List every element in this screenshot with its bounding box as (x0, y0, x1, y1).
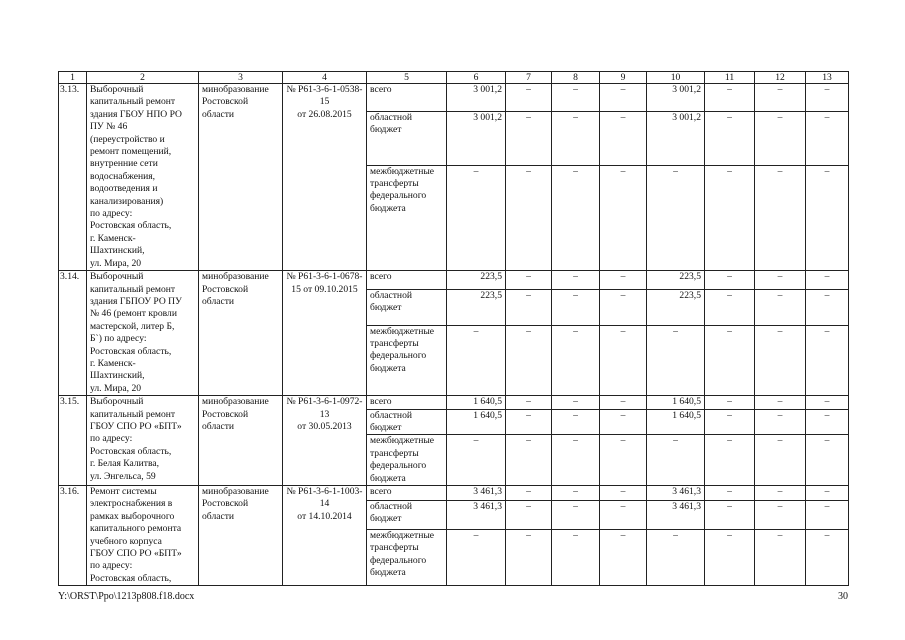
dash-cell: – (806, 500, 849, 529)
col-header: 4 (283, 72, 367, 84)
dash-cell: – (705, 435, 755, 486)
dash-cell: – (705, 271, 755, 290)
dash-cell: – (806, 486, 849, 501)
amount-col-6: 3 001,2 (447, 84, 506, 112)
dash-cell: – (755, 396, 806, 409)
dash-cell: – (705, 529, 755, 586)
dash-cell: – (506, 165, 552, 270)
col-header: 5 (367, 72, 447, 84)
dash-cell: – (600, 271, 647, 290)
file-path-footer: Y:\ORST\Ppo\1213p808.f18.docx (58, 591, 195, 602)
customer-name: минобразование Ростовской области (199, 84, 283, 271)
object-name: Выборочный капитальный ремонт здания ГБОУ НПО РО ПУ № 46 (переустройство и ремонт помещений, внутренние сети водоснабжения, водоотведения и канализирования) по адресу: Ростовская область, г. Каменск- Шахтинский, ул. Мира, 20 (87, 84, 199, 271)
amount-col-6: – (447, 435, 506, 486)
dash-cell: – (755, 409, 806, 435)
amount-col-6: – (447, 165, 506, 270)
expertise-document: № Р61-3-6-1-0538- 15 от 26.08.2015 (283, 84, 367, 271)
dash-cell: – (552, 165, 600, 270)
dash-cell: – (506, 486, 552, 501)
dash-cell: – (755, 84, 806, 112)
dash-cell: – (755, 111, 806, 165)
dash-cell: – (806, 396, 849, 409)
amount-col-6: 1 640,5 (447, 409, 506, 435)
amount-col-6: 3 461,3 (447, 486, 506, 501)
budget-table (58, 71, 849, 586)
dash-cell: – (552, 289, 600, 325)
dash-cell: – (552, 486, 600, 501)
dash-cell: – (705, 325, 755, 395)
customer-name: минобразование Ростовской области (199, 396, 283, 486)
dash-cell: – (705, 84, 755, 112)
funding-source: межбюджетные трансферты федерального бюджета (367, 325, 447, 395)
table-row (59, 486, 849, 501)
object-name: Ремонт системы электроснабжения в рамках выборочного капитального ремонта учебного корпуса ГБОУ СПО РО «БПТ» по адресу: Ростовская область, (87, 486, 199, 586)
dash-cell: – (705, 396, 755, 409)
amount-col-10: 1 640,5 (647, 409, 705, 435)
dash-cell: – (806, 111, 849, 165)
amount-col-10: 3 461,3 (647, 500, 705, 529)
funding-source: межбюджетные трансферты федерального бюджета (367, 435, 447, 486)
customer-name: минобразование Ростовской области (199, 486, 283, 586)
item-number: 3.13. (59, 84, 87, 271)
funding-source: областной бюджет (367, 111, 447, 165)
dash-cell: – (506, 289, 552, 325)
dash-cell: – (806, 271, 849, 290)
dash-cell: – (806, 165, 849, 270)
dash-cell: – (806, 289, 849, 325)
amount-col-6: 1 640,5 (447, 396, 506, 409)
dash-cell: – (705, 111, 755, 165)
funding-source: областной бюджет (367, 409, 447, 435)
amount-col-6: 3 001,2 (447, 111, 506, 165)
dash-cell: – (705, 486, 755, 501)
col-header: 11 (705, 72, 755, 84)
funding-source: всего (367, 271, 447, 290)
col-header: 7 (506, 72, 552, 84)
dash-cell: – (755, 289, 806, 325)
dash-cell: – (600, 486, 647, 501)
expertise-document: № Р61-3-6-1-0678- 15 от 09.10.2015 (283, 271, 367, 396)
col-header: 13 (806, 72, 849, 84)
page-number: 30 (838, 591, 848, 602)
expertise-document: № Р61-3-6-1-1003- 14 от 14.10.2014 (283, 486, 367, 586)
dash-cell: – (600, 500, 647, 529)
amount-col-10: 3 001,2 (647, 111, 705, 165)
funding-source: всего (367, 486, 447, 501)
dash-cell: – (705, 500, 755, 529)
dash-cell: – (506, 500, 552, 529)
funding-source: областной бюджет (367, 500, 447, 529)
amount-col-10: – (647, 435, 705, 486)
dash-cell: – (755, 271, 806, 290)
item-number: 3.16. (59, 486, 87, 586)
dash-cell: – (600, 409, 647, 435)
dash-cell: – (506, 396, 552, 409)
col-header: 9 (600, 72, 647, 84)
amount-col-10: – (647, 165, 705, 270)
funding-source: межбюджетные трансферты федерального бюджета (367, 165, 447, 270)
dash-cell: – (755, 165, 806, 270)
amount-col-10: 223,5 (647, 289, 705, 325)
dash-cell: – (506, 435, 552, 486)
dash-cell: – (506, 111, 552, 165)
dash-cell: – (755, 529, 806, 586)
funding-source: областной бюджет (367, 289, 447, 325)
dash-cell: – (600, 289, 647, 325)
col-header: 10 (647, 72, 705, 84)
dash-cell: – (600, 396, 647, 409)
dash-cell: – (600, 529, 647, 586)
col-header: 2 (87, 72, 199, 84)
dash-cell: – (755, 500, 806, 529)
dash-cell: – (806, 409, 849, 435)
dash-cell: – (506, 325, 552, 395)
dash-cell: – (806, 325, 849, 395)
dash-cell: – (552, 271, 600, 290)
dash-cell: – (755, 486, 806, 501)
dash-cell: – (552, 396, 600, 409)
amount-col-10: – (647, 325, 705, 395)
amount-col-10: 1 640,5 (647, 396, 705, 409)
item-number: 3.15. (59, 396, 87, 486)
amount-col-6: 3 461,3 (447, 500, 506, 529)
dash-cell: – (600, 111, 647, 165)
col-header: 12 (755, 72, 806, 84)
customer-name: минобразование Ростовской области (199, 271, 283, 396)
amount-col-6: 223,5 (447, 271, 506, 290)
dash-cell: – (600, 165, 647, 270)
amount-col-10: 3 461,3 (647, 486, 705, 501)
object-name: Выборочный капитальный ремонт здания ГБПОУ РО ПУ № 46 (ремонт кровли мастерской, литер Б, Б`) по адресу: Ростовская область, г. Каменск- Шахтинский, ул. Мира, 20 (87, 271, 199, 396)
table-row (59, 396, 849, 409)
amount-col-10: 223,5 (647, 271, 705, 290)
item-number: 3.14. (59, 271, 87, 396)
amount-col-10: – (647, 529, 705, 586)
table-row (59, 84, 849, 112)
col-header: 1 (59, 72, 87, 84)
dash-cell: – (600, 435, 647, 486)
dash-cell: – (600, 325, 647, 395)
dash-cell: – (506, 529, 552, 586)
dash-cell: – (506, 84, 552, 112)
table-body (59, 84, 849, 586)
table-row (59, 271, 849, 290)
amount-col-6: – (447, 529, 506, 586)
dash-cell: – (552, 111, 600, 165)
dash-cell: – (806, 435, 849, 486)
dash-cell: – (552, 529, 600, 586)
dash-cell: – (552, 500, 600, 529)
col-header: 8 (552, 72, 600, 84)
column-number-row (59, 72, 849, 84)
dash-cell: – (755, 325, 806, 395)
funding-source: межбюджетные трансферты федерального бюджета (367, 529, 447, 586)
dash-cell: – (506, 409, 552, 435)
funding-source: всего (367, 84, 447, 112)
dash-cell: – (600, 84, 647, 112)
amount-col-6: 223,5 (447, 289, 506, 325)
col-header: 3 (199, 72, 283, 84)
dash-cell: – (806, 84, 849, 112)
dash-cell: – (552, 435, 600, 486)
dash-cell: – (705, 165, 755, 270)
dash-cell: – (705, 409, 755, 435)
funding-source: всего (367, 396, 447, 409)
object-name: Выборочный капитальный ремонт ГБОУ СПО РО «БПТ» по адресу: Ростовская область, г. Белая Калитва, ул. Энгельса, 59 (87, 396, 199, 486)
dash-cell: – (552, 409, 600, 435)
dash-cell: – (705, 289, 755, 325)
dash-cell: – (806, 529, 849, 586)
amount-col-6: – (447, 325, 506, 395)
expertise-document: № Р61-3-6-1-0972- 13 от 30.05.2013 (283, 396, 367, 486)
dash-cell: – (552, 84, 600, 112)
dash-cell: – (755, 435, 806, 486)
dash-cell: – (506, 271, 552, 290)
amount-col-10: 3 001,2 (647, 84, 705, 112)
dash-cell: – (552, 325, 600, 395)
col-header: 6 (447, 72, 506, 84)
